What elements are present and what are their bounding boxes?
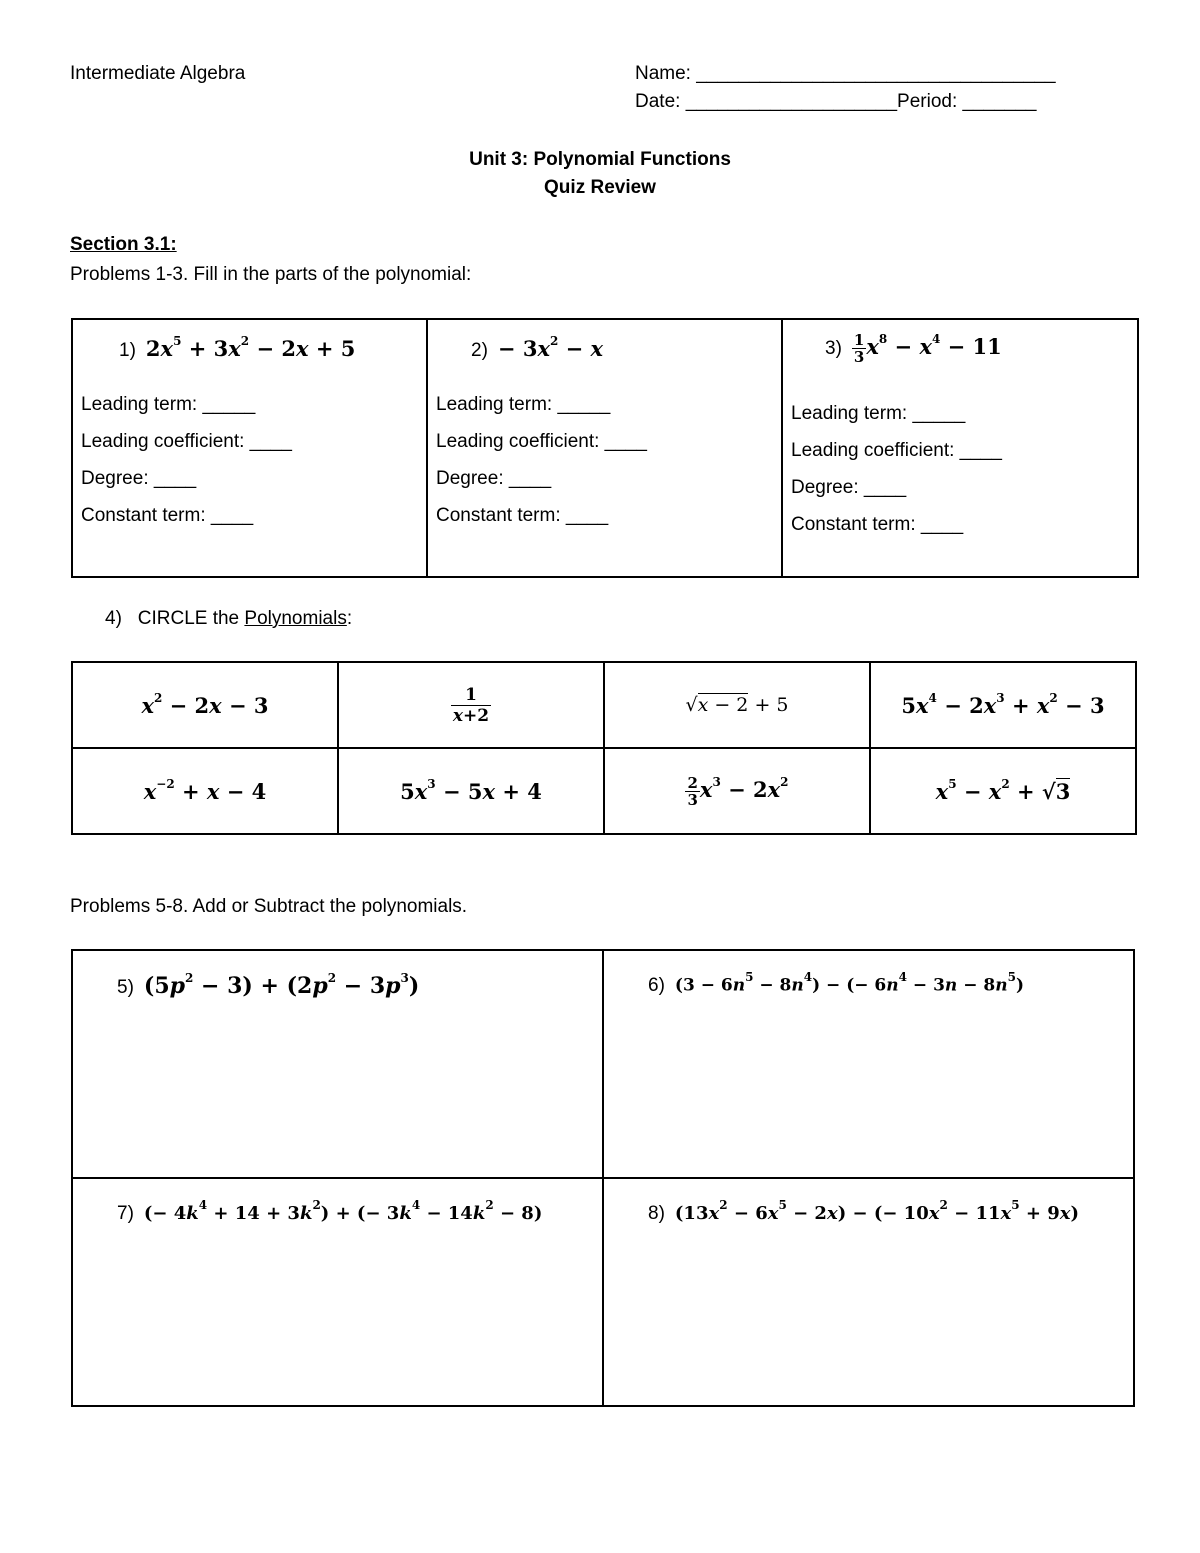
instructions-5-8: Problems 5-8. Add or Subtract the polynomials. (70, 896, 468, 917)
leading-term-blank[interactable]: Leading term: _____ (81, 394, 256, 415)
polynomial-option[interactable]: √x − 2 + 5 (604, 662, 870, 748)
problem-1-expression: 1) $2x^5 + 3x^2 - 2x + 5$ (119, 334, 356, 361)
problem-8-expression: 8) $(13x^2 - 6x^5 - 2x)$ − (− $10x^2 - 11x^5 + 9x$) (648, 1198, 1079, 1224)
problem-5-expression: 5) $(5p^2 - 3) + (2p^2 - 3p^3)$ (117, 970, 420, 999)
problem-7-expression: 7) (− $4k^4 + 14 + 3k^2$) + (− $3k^4 - 14k^2 - 8$) (117, 1198, 543, 1224)
leading-coefficient-blank[interactable]: Leading coefficient: ____ (436, 431, 647, 452)
course-name: Intermediate Algebra (70, 63, 246, 84)
problem-2-cell (427, 319, 782, 577)
degree-blank[interactable]: Degree: ____ (436, 468, 552, 489)
polynomial-option[interactable]: $x^5 - x^2 + √3$ (870, 748, 1136, 834)
problem-6-expression: 6) $(3 - 6n^5 - 8n^4)$ − (− $6n^4 - 3n - 8n^5$) (648, 970, 1024, 996)
problem-3-cell (782, 319, 1138, 577)
problem-2-expression: $2) - 3x^2 - x$ (471, 334, 604, 361)
section-heading: Section 3.1: (70, 234, 177, 255)
problem-4-prompt: 4) CIRCLE the Polynomials: (105, 608, 353, 629)
polynomial-option[interactable]: $\frac{1}{x+2}$ (338, 662, 604, 748)
problem-1-cell (72, 319, 427, 577)
problems-5-8-table (71, 949, 1135, 1407)
problem-3-expression: 3) $\frac{1}{3}$ $x^8 - x^4 - 11$ (825, 331, 1002, 366)
polynomial-option[interactable]: $\frac{2}{3}$ $x^3 - 2x^2$ (604, 748, 870, 834)
page-subtitle: Quiz Review (544, 177, 656, 198)
degree-blank[interactable]: Degree: ____ (81, 468, 197, 489)
leading-term-blank[interactable]: Leading term: _____ (436, 394, 611, 415)
page-title: Unit 3: Polynomial Functions (469, 149, 731, 170)
problem-5-cell[interactable] (72, 950, 603, 1178)
problem-8-cell[interactable] (603, 1178, 1134, 1406)
polynomial-option[interactable]: $5x^3 - 5x + 4$ (338, 748, 604, 834)
constant-term-blank[interactable]: Constant term: ____ (436, 505, 609, 526)
polynomial-option[interactable]: $x^2 - 2x - 3$ (72, 662, 338, 748)
leading-coefficient-blank[interactable]: Leading coefficient: ____ (81, 431, 292, 452)
date-period-field[interactable]: Date: ____________________Period: _______ (635, 91, 1037, 112)
instructions-1-3: Problems 1-3. Fill in the parts of the polynomial: (70, 264, 472, 285)
polynomials-grid (71, 661, 1137, 835)
constant-term-blank[interactable]: Constant term: ____ (791, 514, 964, 535)
problems-1-3-table (71, 318, 1139, 578)
polynomial-option[interactable]: $x^{-2} + x - 4$ (72, 748, 338, 834)
problem-7-cell[interactable] (72, 1178, 603, 1406)
polynomial-option[interactable]: $5x^4 - 2x^3 + x^2 - 3$ (870, 662, 1136, 748)
name-field[interactable]: Name: __________________________________ (635, 63, 1056, 84)
leading-term-blank[interactable]: Leading term: _____ (791, 403, 966, 424)
problem-6-cell[interactable] (603, 950, 1134, 1178)
degree-blank[interactable]: Degree: ____ (791, 477, 907, 498)
leading-coefficient-blank[interactable]: Leading coefficient: ____ (791, 440, 1002, 461)
constant-term-blank[interactable]: Constant term: ____ (81, 505, 254, 526)
